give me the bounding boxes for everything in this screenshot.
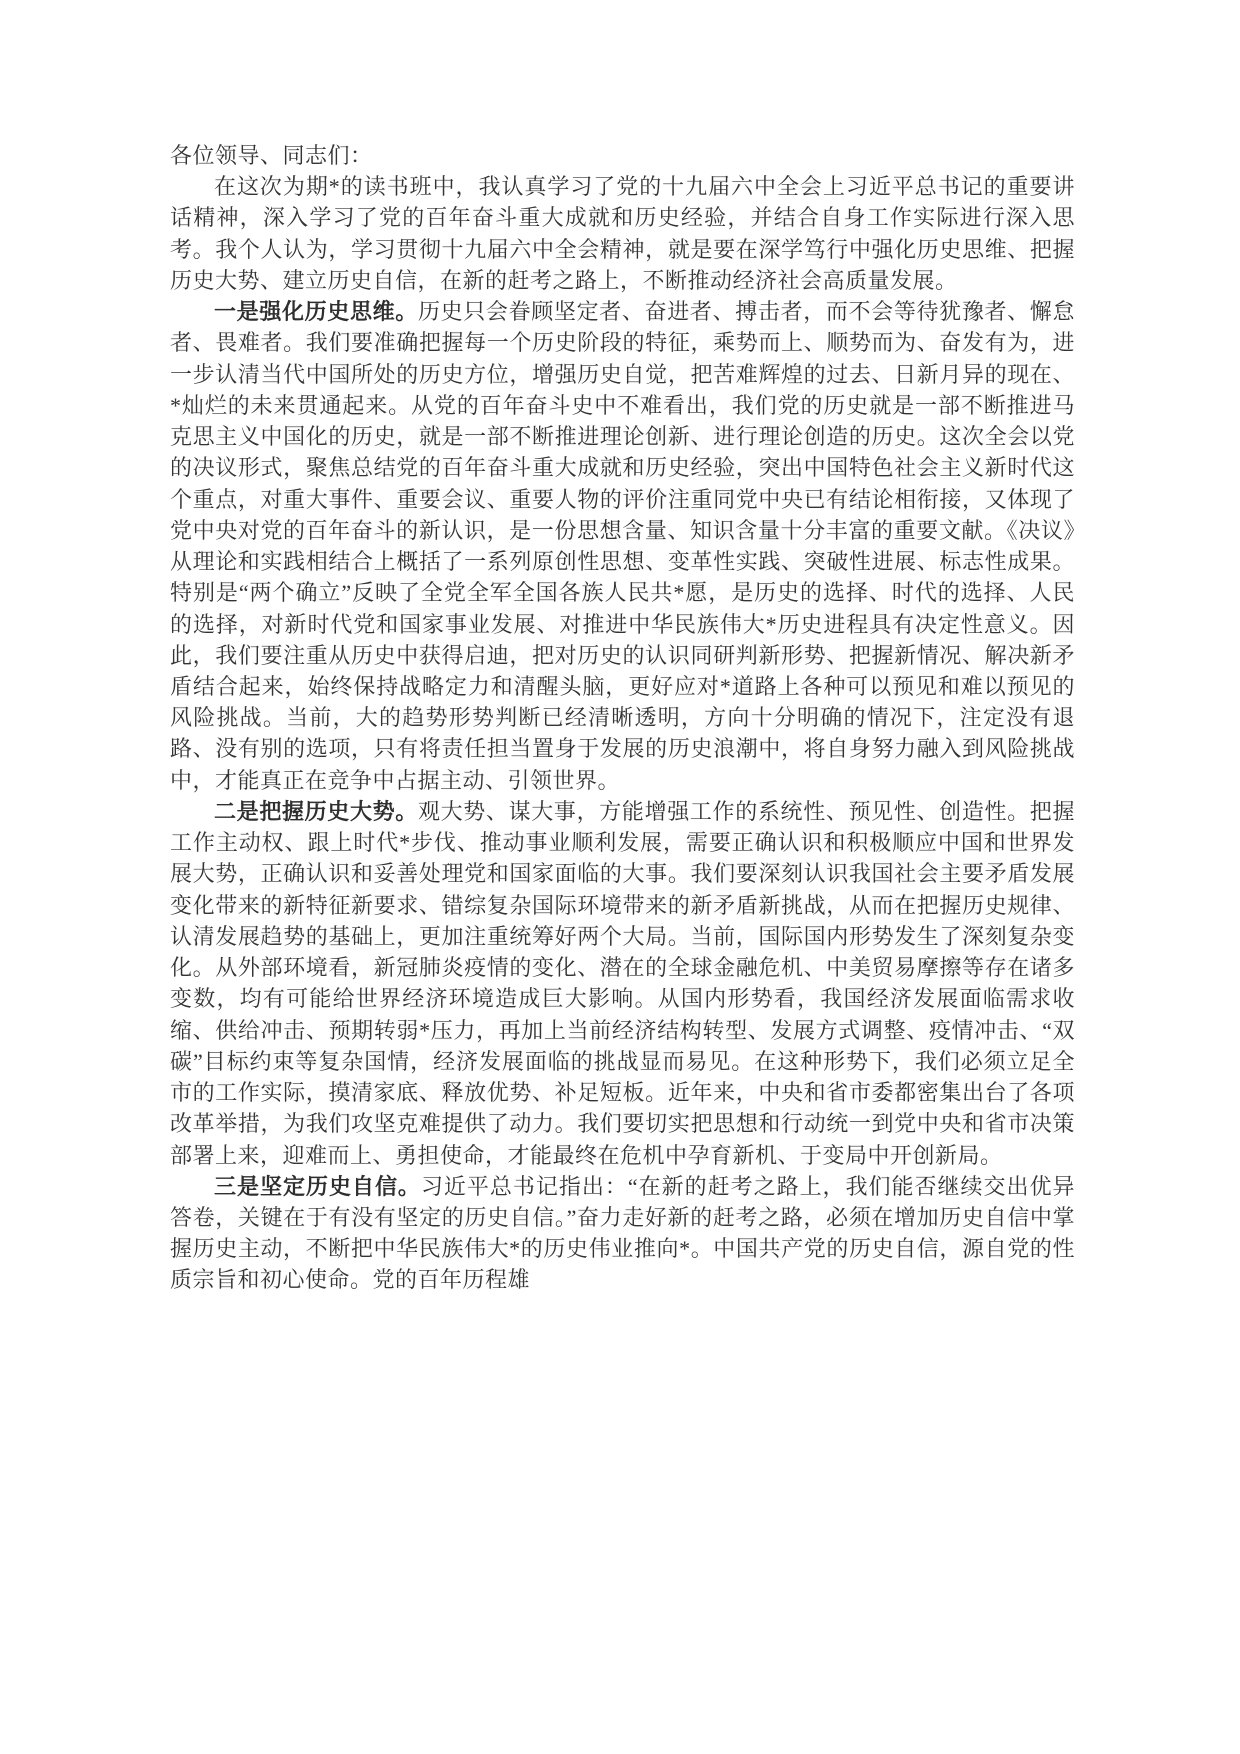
- paragraph-text: 习近平总书记指出：“在新的赶考之路上，我们能否继续交出优异答卷，关键在于有没有坚定的历史自信。”奋力走好新的赶考之路，必须在增加历史自信中掌握历史主动，不断把中华民族伟大*的历史伟业推向*。中国共产党的历史自信，源自党的性质宗旨和初心使命。党的百年历程雄: [170, 1173, 1075, 1293]
- paragraph-lead: 一是强化历史思维。: [214, 299, 418, 325]
- paragraph: [170, 1171, 1075, 1296]
- paragraph: [170, 296, 1075, 796]
- paragraph-lead: 三是坚定历史自信。: [214, 1173, 421, 1199]
- paragraph-list: [170, 171, 1075, 1295]
- paragraph: [170, 796, 1075, 1171]
- salutation: 各位领导、同志们：: [170, 143, 373, 168]
- paragraph-text: 在这次为期*的读书班中，我认真学习了党的十九届六中全会上习近平总书记的重要讲话精神，深入学习了党的百年奋斗重大成就和历史经验，并结合自身工作实际进行深入思考。我个人认为，学习贯彻十九届六中全会精神，就是要在深学笃行中强化历史思维、把握历史大势、建立历史自信，在新的赶考之路上，不断推动经济社会高质量发展。: [170, 174, 1075, 293]
- document-body: [170, 140, 1075, 1296]
- paragraph-text: 观大势、谋大事，方能增强工作的系统性、预见性、创造性。把握工作主动权、跟上时代*步伐、推动事业顺利发展，需要正确认识和积极顺应中国和世界发展大势，正确认识和妥善处理党和国家面临的大事。我们要深刻认识我国社会主要矛盾发展变化带来的新特征新要求、错综复杂国际环境带来的新矛盾新挑战，从而在把握历史规律、认清发展趋势的基础上，更加注重统筹好两个大局。当前，国际国内形势发生了深刻复杂变化。从外部环境看，新冠肺炎疫情的变化、潜在的全球金融危机、中美贸易摩擦等存在诸多变数，均有可能给世界经济环境造成巨大影响。从国内形势看，我国经济发展面临需求收缩、供给冲击、预期转弱*压力，再加上当前经济结构转型、发展方式调整、疫情冲击、“双碳”目标约束等复杂国情，经济发展面临的挑战显而易见。在这种形势下，我们必须立足全市的工作实际，摸清家底、释放优势、补足短板。近年来，中央和省市委都密集出台了各项改革举措，为我们攻坚克难提供了动力。我们要切实把思想和行动统一到党中央和省市决策部署上来，迎难而上、勇担使命，才能最终在危机中孕育新机、于变局中开创新局。: [170, 798, 1075, 1168]
- paragraph: [170, 171, 1075, 296]
- paragraph-lead: 二是把握历史大势。: [214, 798, 418, 824]
- paragraph-text: 历史只会眷顾坚定者、奋进者、搏击者，而不会等待犹豫者、懈怠者、畏难者。我们要准确把握每一个历史阶段的特征，乘势而上、顺势而为、奋发有为，进一步认清当代中国所处的历史方位，增强历史自觉，把苦难辉煌的过去、日新月异的现在、*灿烂的未来贯通起来。从党的百年奋斗史中不难看出，我们党的历史就是一部不断推进马克思主义中国化的历史，就是一部不断推进理论创新、进行理论创造的历史。这次全会以党的决议形式，聚焦总结党的百年奋斗重大成就和历史经验，突出中国特色社会主义新时代这个重点，对重大事件、重要会议、重要人物的评价注重同党中央已有结论相衔接，又体现了党中央对党的百年奋斗的新认识，是一份思想含量、知识含量十分丰富的重要文献。《决议》从理论和实践相结合上概括了一系列原创性思想、变革性实践、突破性进展、标志性成果。特别是“两个确立”反映了全党全军全国各族人民共*愿，是历史的选择、时代的选择、人民的选择，对新时代党和国家事业发展、对推进中华民族伟大*历史进程具有决定性意义。因此，我们要注重从历史中获得启迪，把对历史的认识同研判新形势、把握新情况、解决新矛盾结合起来，始终保持战略定力和清醒头脑，更好应对*道路上各种可以预见和难以预见的风险挑战。当前，大的趋势形势判断已经清晰透明，方向十分明确的情况下，注定没有退路、没有别的选项，只有将责任担当置身于发展的历史浪潮中，将自身努力融入到风险挑战中，才能真正在竞争中占据主动、引领世界。: [170, 299, 1075, 793]
